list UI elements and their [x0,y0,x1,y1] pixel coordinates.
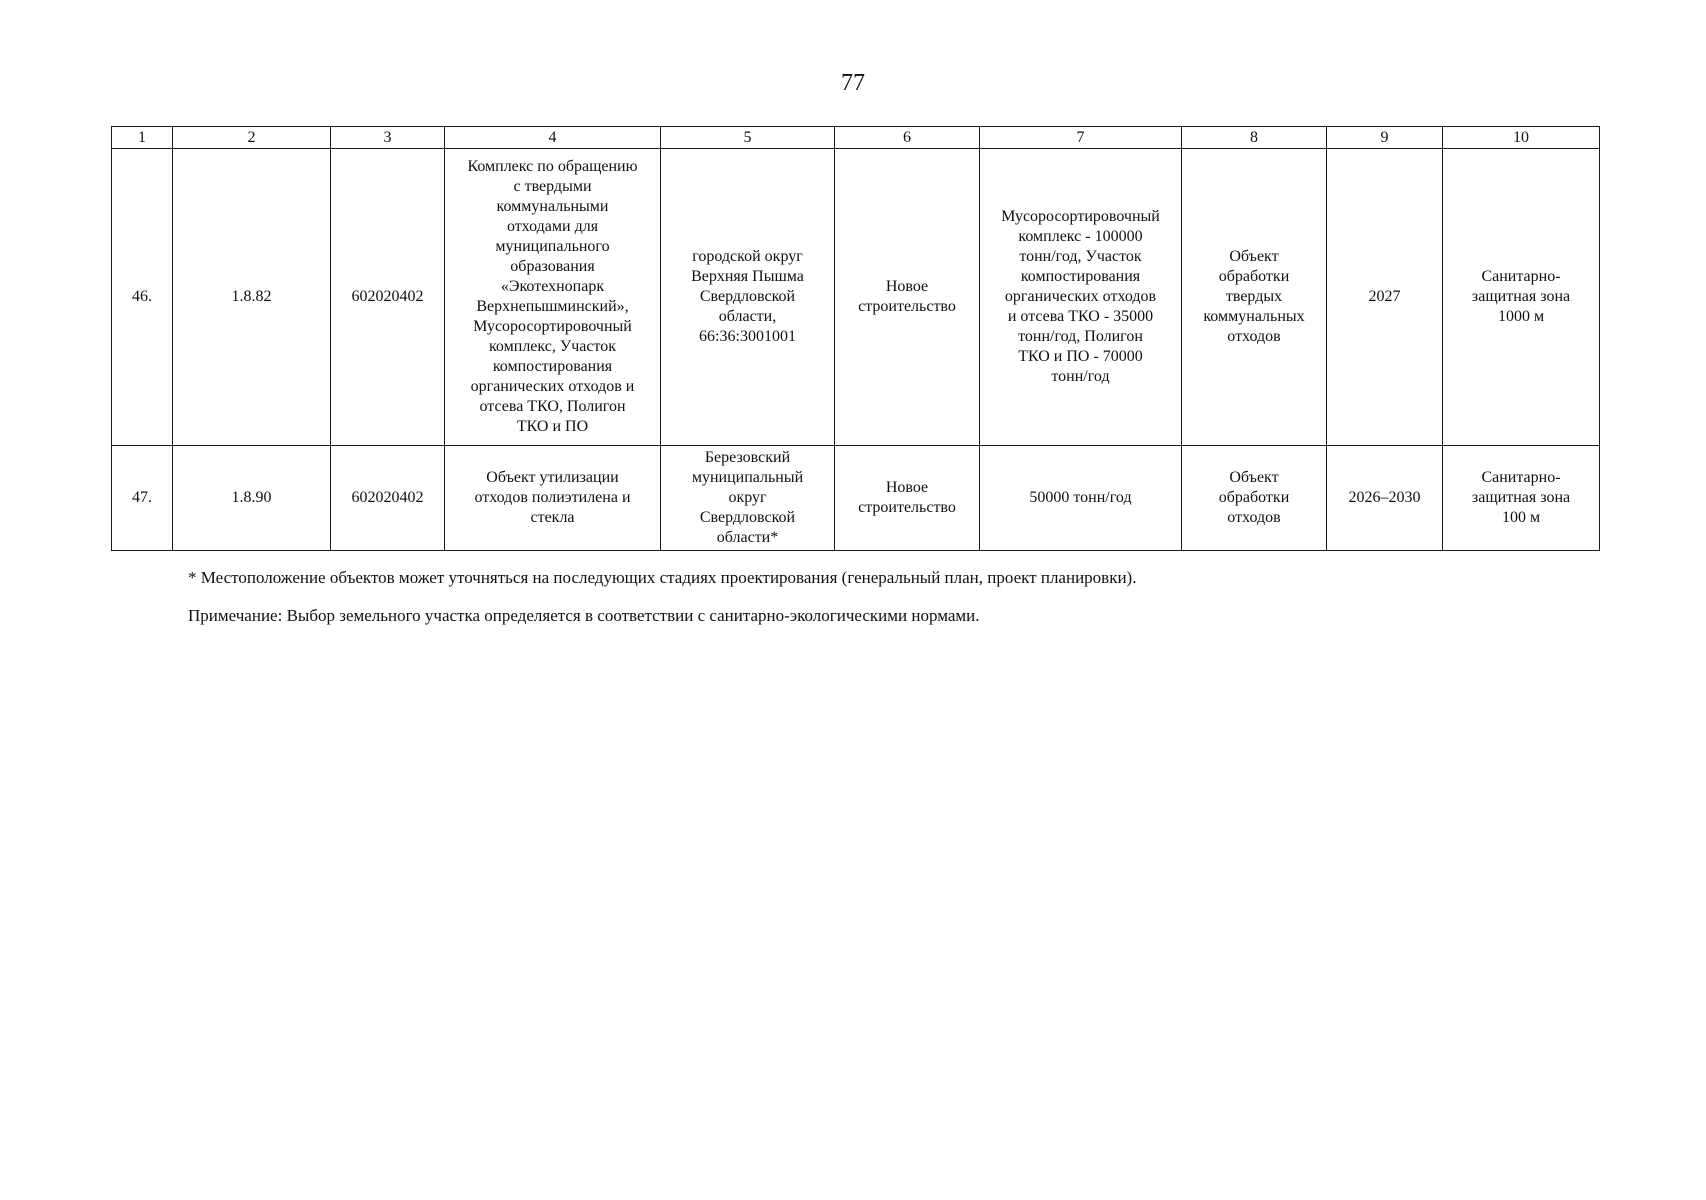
row-number: 47. [112,446,173,551]
column-number: 4 [445,127,661,149]
implementation-term: 2027 [1327,149,1443,446]
object-code: 1.8.90 [173,446,331,551]
column-number-row [112,127,1600,149]
objects-table [111,126,1600,551]
okato-code: 602020402 [331,149,445,446]
object-location: Березовский муниципальный округ Свердловской области* [661,446,835,551]
object-status: Новое строительство [835,446,980,551]
column-number: 2 [173,127,331,149]
object-capacity: Мусоросортировочный комплекс - 100000 тонн/год, Участок компостирования органических отходов и отсева ТКО - 35000 тонн/год, Полигон ТКО и ПО - 70000 тонн/год [980,149,1182,446]
column-number: 7 [980,127,1182,149]
page-number: 77 [841,70,865,96]
footnote: * Местоположение объектов может уточняться на последующих стадиях проектирования (генеральный план, проект планировки). [188,568,1137,587]
column-number: 5 [661,127,835,149]
okato-code: 602020402 [331,446,445,551]
note: Примечание: Выбор земельного участка определяется в соответствии с санитарно-экологическими нормами. [188,606,980,625]
column-number: 6 [835,127,980,149]
column-number: 1 [112,127,173,149]
table-row [112,446,1600,551]
column-number: 3 [331,127,445,149]
object-purpose: Объект обработки отходов [1182,446,1327,551]
object-code: 1.8.82 [173,149,331,446]
object-status: Новое строительство [835,149,980,446]
column-number: 9 [1327,127,1443,149]
object-name: Объект утилизации отходов полиэтилена и стекла [445,446,661,551]
protection-zone: Санитарно- защитная зона 1000 м [1443,149,1600,446]
implementation-term: 2026–2030 [1327,446,1443,551]
row-number: 46. [112,149,173,446]
object-location: городской округ Верхняя Пышма Свердловской области, 66:36:3001001 [661,149,835,446]
object-purpose: Объект обработки твердых коммунальных отходов [1182,149,1327,446]
column-number: 10 [1443,127,1600,149]
object-capacity: 50000 тонн/год [980,446,1182,551]
protection-zone: Санитарно- защитная зона 100 м [1443,446,1600,551]
table-row [112,149,1600,446]
column-number: 8 [1182,127,1327,149]
object-name: Комплекс по обращению с твердыми коммунальными отходами для муниципального образования «Экотехнопарк Верхнепышминский», Мусоросортировочный комплекс, Участок компостирования органических отходов и отсева ТКО, Полигон ТКО и ПО [445,149,661,446]
